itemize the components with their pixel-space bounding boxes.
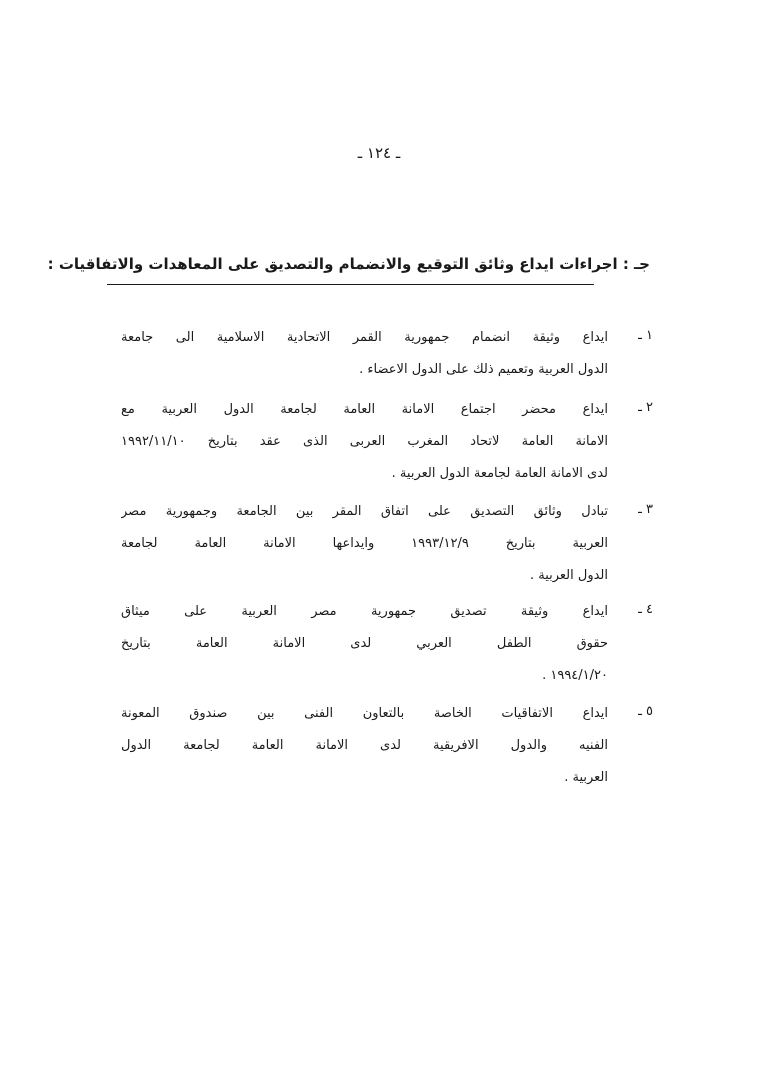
item-text	[121, 596, 608, 692]
page-number: ـ ١٢٤ ـ	[357, 144, 401, 162]
item-number: ٣ ـ	[638, 502, 653, 517]
item-number: ١ ـ	[638, 328, 653, 343]
text-line: العربية .	[564, 770, 608, 785]
text-line: الدول العربية .	[529, 568, 608, 583]
item-text	[121, 322, 608, 386]
list-item	[110, 698, 653, 794]
text-line: ايداع وثيقة تصديق جمهورية مصر العربية على ميثاق	[121, 604, 608, 619]
text-line: الامانة العامة لاتحاد المغرب العربى الذى عقد بتاريخ ١٩٩٢/١١/١٠	[121, 434, 608, 449]
list-item	[110, 596, 653, 692]
text-line: ايداع وثيقة انضمام جمهورية القمر الاتحادية الاسلامية الى جامعة	[121, 330, 608, 345]
list-item	[110, 322, 653, 386]
item-text	[121, 394, 608, 490]
text-line: حقوق الطفل العربي لدى الامانة العامة بتاريخ	[121, 636, 608, 651]
item-text	[121, 496, 608, 592]
text-line: ١٩٩٤/١/٢٠ .	[542, 668, 608, 683]
text-line: الدول العربية وتعميم ذلك على الدول الاعضاء .	[359, 362, 608, 377]
item-number: ٥ ـ	[638, 704, 653, 719]
list-item	[110, 394, 653, 490]
text-line: تبادل وثائق التصديق على اتفاق المقر بين الجامعة وجمهورية مصر	[121, 504, 608, 519]
section-heading: جـ : اجراءات ايداع وثائق التوقيع والانضمام والتصديق على المعاهدات والاتفاقيات :	[47, 255, 650, 273]
text-line: ايداع الاتفاقيات الخاصة بالتعاون الفنى بين صندوق المعونة	[121, 706, 608, 721]
text-line: ايداع محضر اجتماع الامانة العامة لجامعة الدول العربية مع	[121, 402, 608, 417]
item-number: ٤ ـ	[638, 602, 653, 617]
heading-underline	[107, 284, 594, 285]
text-line: العربية بتاريخ ١٩٩٣/١٢/٩ وايداعها الامانة العامة لجامعة	[121, 536, 608, 551]
text-line: لدى الامانة العامة لجامعة الدول العربية .	[391, 466, 608, 481]
item-text	[121, 698, 608, 794]
item-number: ٢ ـ	[638, 400, 653, 415]
text-line: الفنيه والدول الافريقية لدى الامانة العامة لجامعة الدول	[121, 738, 608, 753]
list-item	[110, 496, 653, 592]
